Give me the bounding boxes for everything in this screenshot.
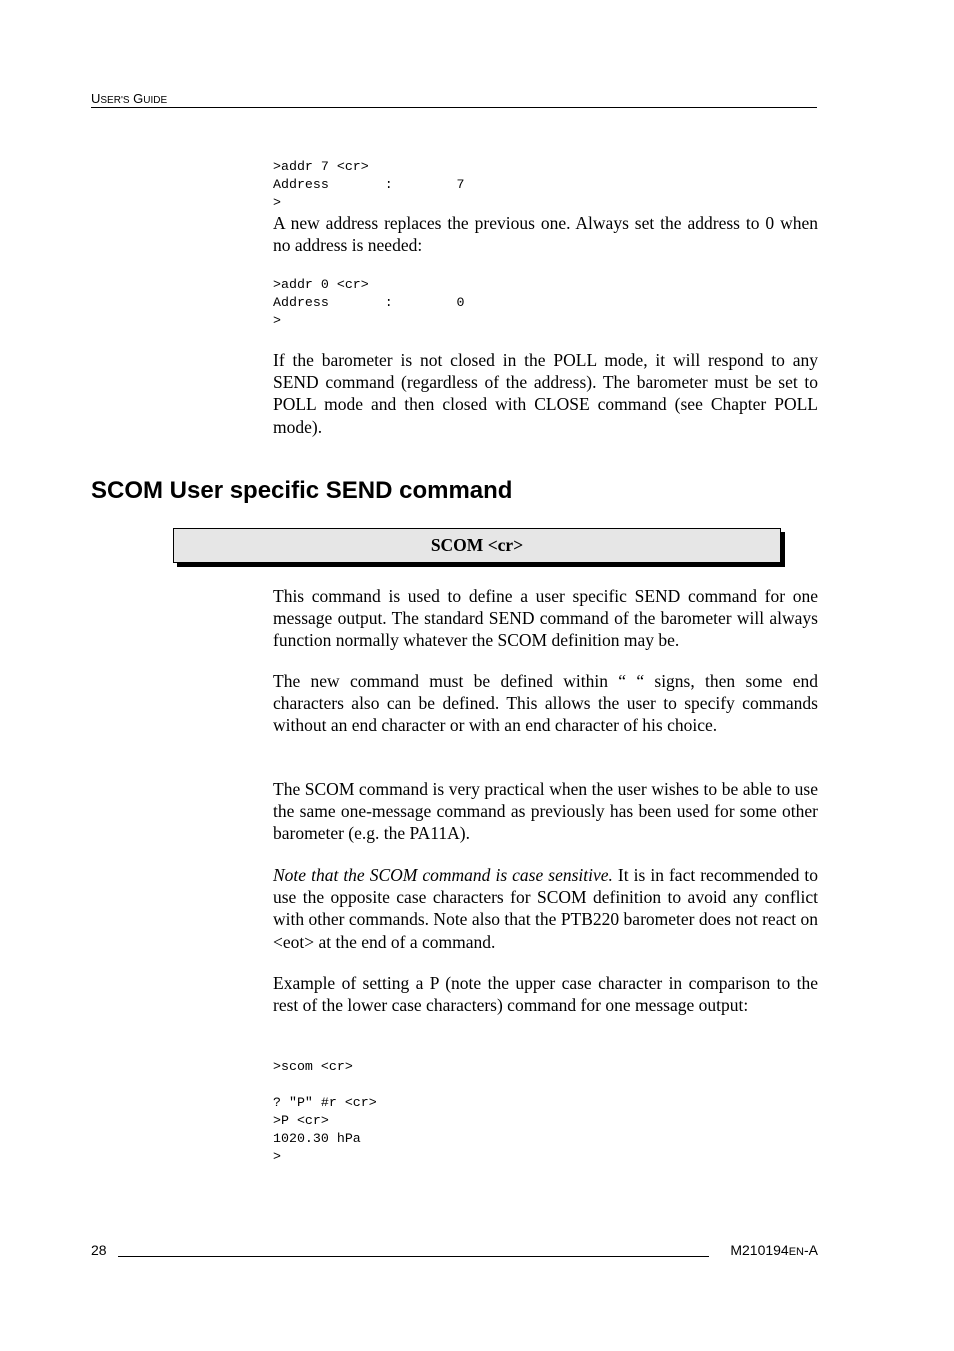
paragraph-scom-practical: The SCOM command is very practical when the user wishes to be able to use the same one-message command as previously has been used for some other barometer (e.g. the PA11A). — [273, 779, 818, 844]
code-line: >P <cr> — [273, 1113, 329, 1128]
code-line: > — [273, 1149, 281, 1164]
doc-code-main: M210194 — [730, 1242, 789, 1258]
paragraph-poll-mode: If the barometer is not closed in the POLL mode, it will respond to any SEND command (regardless of the address). The barometer must be set to POLL mode and then closed with CLOSE command (see Chapter POLL mode). — [273, 350, 818, 437]
command-syntax-box — [173, 528, 781, 563]
code-block-addr-7 — [273, 158, 465, 212]
running-footer — [91, 1240, 818, 1260]
doc-code-rev: -A — [804, 1242, 818, 1258]
paragraph-example: Example of setting a P (note the upper case character in comparison to the rest of the lower case characters) command for one message output: — [273, 973, 818, 1016]
paragraph-address-replace: A new address replaces the previous one. Always set the address to 0 when no address is needed: — [273, 213, 818, 256]
note-rest: It is in fact recommended to use the opposite case characters for SCOM definition to avoid any conflict with other commands. Note also that the PTB220 barometer does not react on <eot> at the end of a command. — [273, 865, 818, 952]
paragraph-scom-signs: The new command must be defined within “ “ signs, then some end characters also can be defined. This allows the user to specify commands without an end character or with an end character of his choice. — [273, 671, 818, 736]
header-u: U — [91, 91, 101, 106]
code-block-scom-example — [273, 1058, 377, 1166]
code-line: > — [273, 195, 281, 210]
header-ser: SER'S — [100, 95, 130, 106]
code-line: Address : 0 — [273, 295, 465, 310]
note-italic: Note that the SCOM command is case sensitive. — [273, 865, 613, 885]
doc-code-lang: EN — [788, 1246, 804, 1258]
code-line: >scom <cr> — [273, 1059, 353, 1074]
paragraph-case-sensitive — [273, 864, 818, 953]
code-line: > — [273, 313, 281, 328]
code-line: ? "P" #r <cr> — [273, 1095, 377, 1110]
document-code — [730, 1240, 818, 1262]
running-header — [91, 90, 817, 108]
code-line: Address : 7 — [273, 177, 465, 192]
paragraph-scom-define: This command is used to define a user specific SEND command for one message output. The standard SEND command of the barometer will always function normally whatever the SCOM definition may be. — [273, 586, 818, 651]
section-title: SCOM User specific SEND command — [91, 477, 513, 504]
header-g: G — [133, 91, 144, 106]
page-number: 28 — [91, 1242, 107, 1258]
code-line: >addr 7 <cr> — [273, 159, 369, 174]
footer-rule — [118, 1256, 709, 1257]
header-uide: UIDE — [143, 95, 168, 106]
code-line: 1020.30 hPa — [273, 1131, 361, 1146]
code-block-addr-0 — [273, 276, 465, 330]
command-syntax: SCOM <cr> — [430, 535, 524, 555]
code-line: >addr 0 <cr> — [273, 277, 369, 292]
